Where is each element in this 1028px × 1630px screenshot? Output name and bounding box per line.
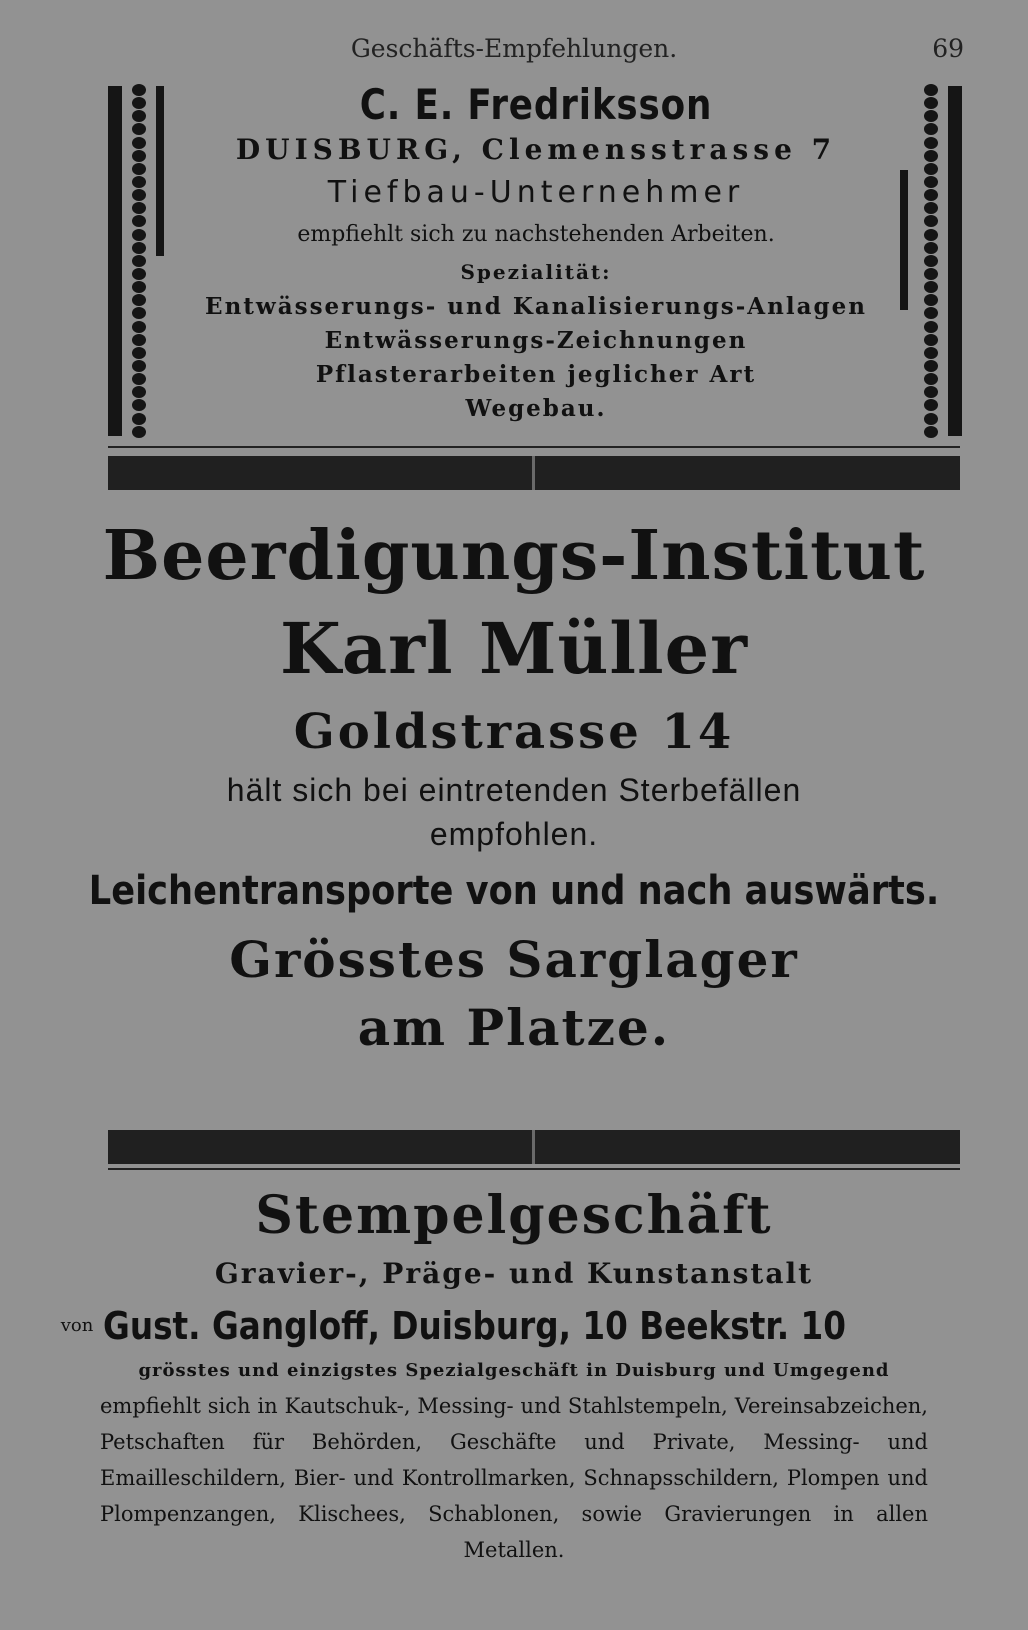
ad-gangloff bbox=[0, 1180, 1028, 1568]
owner-address: Gust. Gangloff, Duisburg, 10 Beekstr. 10 bbox=[103, 1303, 847, 1348]
left-dot-column bbox=[128, 84, 150, 438]
business-description: grösstes und einzigstes Spezialgeschäft in Duisburg und Umgegend bbox=[138, 1360, 890, 1381]
ad-fredriksson bbox=[108, 80, 964, 448]
left-border-bar bbox=[108, 86, 122, 436]
service-item: Entwässerungs- und Kanalisierungs-Anlagen bbox=[205, 293, 867, 320]
divider-rule bbox=[108, 1168, 960, 1170]
text-line: hält sich bei eintretenden Sterbefällen bbox=[226, 772, 802, 808]
right-dot-column bbox=[920, 84, 942, 438]
right-border-bar bbox=[948, 86, 962, 436]
business-title: Beerdigungs-Institut bbox=[102, 516, 926, 596]
text-line: empfohlen. bbox=[429, 816, 599, 852]
speciality-label: Spezialität: bbox=[460, 260, 612, 284]
slogan-line: am Platze. bbox=[357, 998, 671, 1057]
recommend-line: empfiehlt sich zu nachstehenden Arbeiten. bbox=[297, 222, 775, 247]
owner-name: Karl Müller bbox=[279, 607, 749, 690]
service-item: Pflasterarbeiten jeglicher Art bbox=[315, 361, 757, 388]
services-text: empfiehlt sich in Kautschuk-, Messing- und Stahlstempeln, Vereinsabzeichen, Petschaften für Behörden, Geschäfte und Private, Messing- und Emailleschildern, Bier- und Kontrollmarken, Schnapsschildern, Plompen und Plompenzangen, Klischees, Schablonen, sowie Gravierungen in allen Metallen. bbox=[100, 1394, 928, 1562]
ad-mueller bbox=[0, 510, 1028, 1062]
street-address: Goldstrasse 14 bbox=[293, 704, 735, 760]
ad1-content bbox=[178, 80, 894, 426]
owner-row bbox=[0, 1296, 1028, 1354]
service-item: Entwässerungs-Zeichnungen bbox=[324, 327, 748, 354]
transport-line: Leichentransporte von und nach auswärts. bbox=[88, 868, 940, 914]
divider-band bbox=[108, 1130, 960, 1164]
divider-band bbox=[108, 456, 960, 490]
page-number: 69 bbox=[932, 34, 964, 63]
business-subtitle: Gravier-, Präge- und Kunstanstalt bbox=[214, 1257, 814, 1290]
left-inner-bar bbox=[156, 86, 164, 256]
running-head: Geschäfts-Empfehlungen. bbox=[350, 34, 678, 63]
company-address: DUISBURG, Clemensstrasse 7 bbox=[235, 133, 837, 166]
slogan-line: Grösstes Sarglager bbox=[229, 930, 799, 989]
von-label: von bbox=[60, 1314, 94, 1336]
business-title: Stempelgeschäft bbox=[255, 1185, 773, 1246]
company-name: C. E. Fredriksson bbox=[359, 80, 713, 129]
right-inner-bar bbox=[900, 170, 908, 310]
service-item: Wegebau. bbox=[465, 395, 607, 422]
divider-rule bbox=[108, 446, 960, 448]
company-trade: Tiefbau-Unternehmer bbox=[327, 175, 745, 210]
